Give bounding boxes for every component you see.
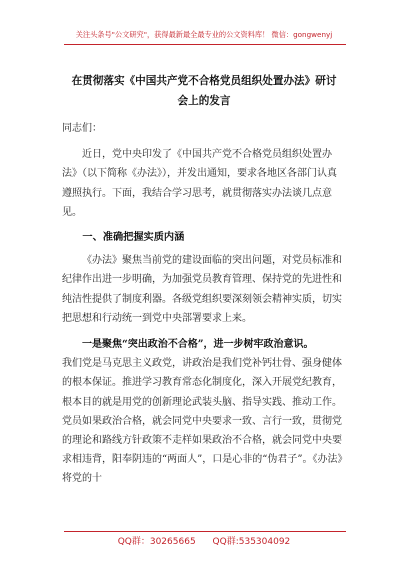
title-line-1: 在贯彻落实《中国共产党不合格党员组织处置办法》研讨 <box>71 75 337 87</box>
footer-divider <box>64 531 346 532</box>
header-divider <box>64 44 346 45</box>
salutation: 同志们： <box>62 123 102 134</box>
title-line-2: 会上的发言 <box>177 95 231 107</box>
document-title <box>40 71 368 111</box>
header-banner: 关注头条号"公文研究"，获得最新最全最专业的公文资料库！ 微信：gongwenyj <box>75 30 333 39</box>
point-1-paragraph: 我们党是马克思主义政党，讲政治是我们党补钙壮骨、强身健体的根本保证。推进学习教育常态化制度化，深入开展党纪教育，根本目的就是用党的创新理论武装头脑、指导实践、推动工作。党员如果政治合格，就会同党中央要求一致、言行一致，贯彻党的理论和路线方针政策不走样如果政治不合格，就会同党中央要求相违背，阳奉阴违的“两面人”，口是心非的“伪君子”。《办法》将党的十 <box>62 358 343 485</box>
section-heading-1: 一、准确把握实质内涵 <box>82 232 185 244</box>
document-body <box>62 119 346 489</box>
intro-paragraph: 近日，党中央印发了《中国共产党不合格党员组织处置办法》（以下简称《办法》），并发出通知，要求各地区各部门认真遵照执行。下面，我结合学习思考，就贯彻落实办法谈几点意见。 <box>62 149 337 218</box>
footer-qq-group-2: QQ群:535304092 <box>212 537 291 547</box>
point-1-lead: 一是聚焦“突出政治不合格”，进一步树牢政治意识。 <box>82 339 314 351</box>
footer-qq-group-1: QQ群：30265665 <box>117 537 196 547</box>
section-1-paragraph: 《办法》聚焦当前党的建设面临的突出问题，对党员标准和纪律作出进一步明确，为加强党员教育管理、保持党的先进性和纯洁性提供了制度利器。各级党组织要深刻领会精神实质，切实把思想和行动统一到党中央部署要求上来。 <box>62 255 342 324</box>
footer <box>0 534 408 547</box>
